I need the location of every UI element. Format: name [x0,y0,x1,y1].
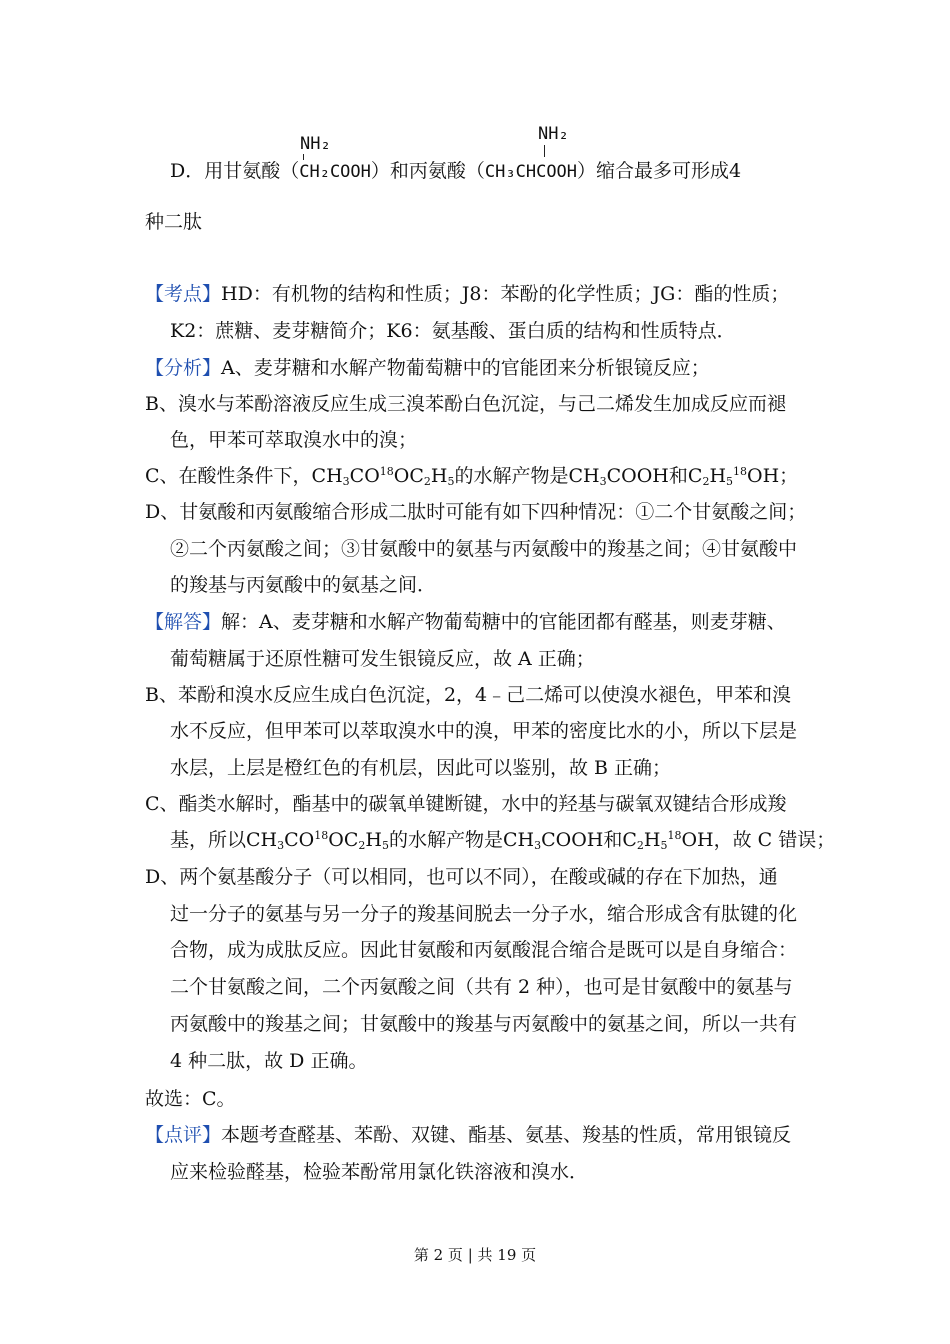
kaodian-text-1: HD：有机物的结构和性质；J8：苯酚的化学性质；JG：酯的性质； [221,283,790,305]
dianping-tag: 【点评】 [145,1124,222,1146]
jieda-line-b3: 水层，上层是橙红色的有机层，因此可以鉴别，故 B 正确； [170,757,672,779]
jieda-text-a1: 解：A、麦芽糖和水解产物葡萄糖中的官能团都有醛基，则麦芽糖、 [221,611,786,633]
alanine-nh2-label: NH₂ [538,124,569,144]
answer-line: 故选：C。 [145,1088,236,1110]
fenxi-text-a: A、麦芽糖和水解产物葡萄糖中的官能团来分析银镜反应； [221,357,710,379]
acetic-acid-formula: $CH_3COOH$ [568,465,669,488]
jieda-c2-end: ，故 C 错误； [713,829,836,851]
fenxi-line-b2: 色，甲苯可萃取溴水中的溴； [170,429,418,451]
option-d-middle: ）和丙氨酸（ [370,160,485,182]
jieda-line-c1: C、酯类水解时，酯基中的碳氧单键断键，水中的羟基与碳氧双键结合形成羧 [145,793,787,815]
page-footer: 第 2 页 | 共 19 页 [413,1246,537,1264]
jieda-line-c2 [170,828,835,852]
jieda-line-b1: B、苯酚和溴水反应生成白色沉淀，2，4﹣己二烯可以使溴水褪色，甲苯和溴 [145,684,792,706]
jieda-line-d4: 二个甘氨酸之间，二个丙氨酸之间（共有 2 种），也可是甘氨酸中的氨基与 [170,976,793,998]
jieda-c2-middle: 的水解产物是 [388,829,503,851]
jieda-line-a2: 葡萄糖属于还原性糖可发生银镜反应，故 A 正确； [170,648,595,670]
ester-formula: $CH_3CO^{18}OC_2H_5$ [311,465,455,488]
fenxi-c-end: ； [779,465,799,487]
jieda-c2-and: 和 [603,829,623,851]
fenxi-line-d3: 的羧基与丙氨酸中的氨基之间． [170,574,437,596]
option-d-line [170,159,741,184]
jieda-c2-prefix: 基，所以 [170,829,247,851]
fenxi-tag: 【分析】 [145,357,222,379]
fenxi-line-c [145,464,798,488]
ester-formula: $CH_3CO^{18}OC_2H_5$ [246,829,389,852]
jieda-tag: 【解答】 [145,611,222,633]
fenxi-line-d2: ②二个丙氨酸之间；③甘氨酸中的氨基与丙氨酸中的羧基之间；④甘氨酸中 [170,538,798,560]
dianping-line-2: 应来检验醛基，检验苯酚常用氯化铁溶液和溴水． [170,1161,589,1183]
jieda-line-d2: 过一分子的氨基与另一分子的羧基间脱去一分子水，缩合形成含有肽键的化 [170,903,798,925]
fenxi-c-middle: 的水解产物是 [454,465,569,487]
jieda-line-d5: 丙氨酸中的羧基之间；甘氨酸中的羧基与丙氨酸中的氨基之间，所以一共有 [170,1013,798,1035]
ethanol-formula: $C_2H_5^{18}OH$ [622,829,714,852]
glycine-formula: CH₂COOH [299,162,371,182]
jieda-line-a1 [145,610,786,634]
fenxi-c-and: 和 [668,465,688,487]
jieda-line-d3: 合物，成为成肽反应。因此甘氨酸和丙氨酸混合缩合是既可以是自身缩合： [170,939,798,961]
dianping-line-1 [145,1123,791,1147]
fenxi-c-prefix: C、在酸性条件下， [145,465,312,487]
fenxi-line-d1: D、甘氨酸和丙氨酸缩合形成二肽时可能有如下四种情况：①二个甘氨酸之间； [145,501,807,523]
jieda-line-d1: D、两个氨基酸分子（可以相同，也可以不同），在酸或碱的存在下加热，通 [145,866,778,888]
alanine-bond-line [544,145,545,157]
kaodian-line-2: K2：蔗糖、麦芽糖简介；K6：氨基酸、蛋白质的结构和性质特点． [170,320,736,342]
alanine-formula: CH₃CHCOOH [484,162,578,182]
acetic-acid-formula: $CH_3COOH$ [502,829,604,852]
fenxi-line-b1: B、溴水与苯酚溶液反应生成三溴苯酚白色沉淀，与己二烯发生加成反应而褪 [145,393,786,415]
glycine-nh2-label: NH₂ [300,134,331,154]
fenxi-line-a [145,356,710,380]
dianping-text-1: 本题考查醛基、苯酚、双键、酯基、氨基、羧基的性质，常用银镜反 [221,1124,792,1146]
jieda-line-d6: 4 种二肽，故 D 正确。 [170,1050,368,1072]
option-d-continuation: 种二肽 [145,211,203,233]
ethanol-formula: $C_2H_5^{18}OH$ [687,465,780,488]
option-d-prefix: D．用甘氨酸（ [170,160,300,182]
jieda-line-b2: 水不反应，但甲苯可以萃取溴水中的溴，甲苯的密度比水的小，所以下层是 [170,720,798,742]
option-d-suffix: ）缩合最多可形成4 [577,160,742,182]
kaodian-tag: 【考点】 [145,283,222,305]
kaodian-line-1 [145,282,789,306]
